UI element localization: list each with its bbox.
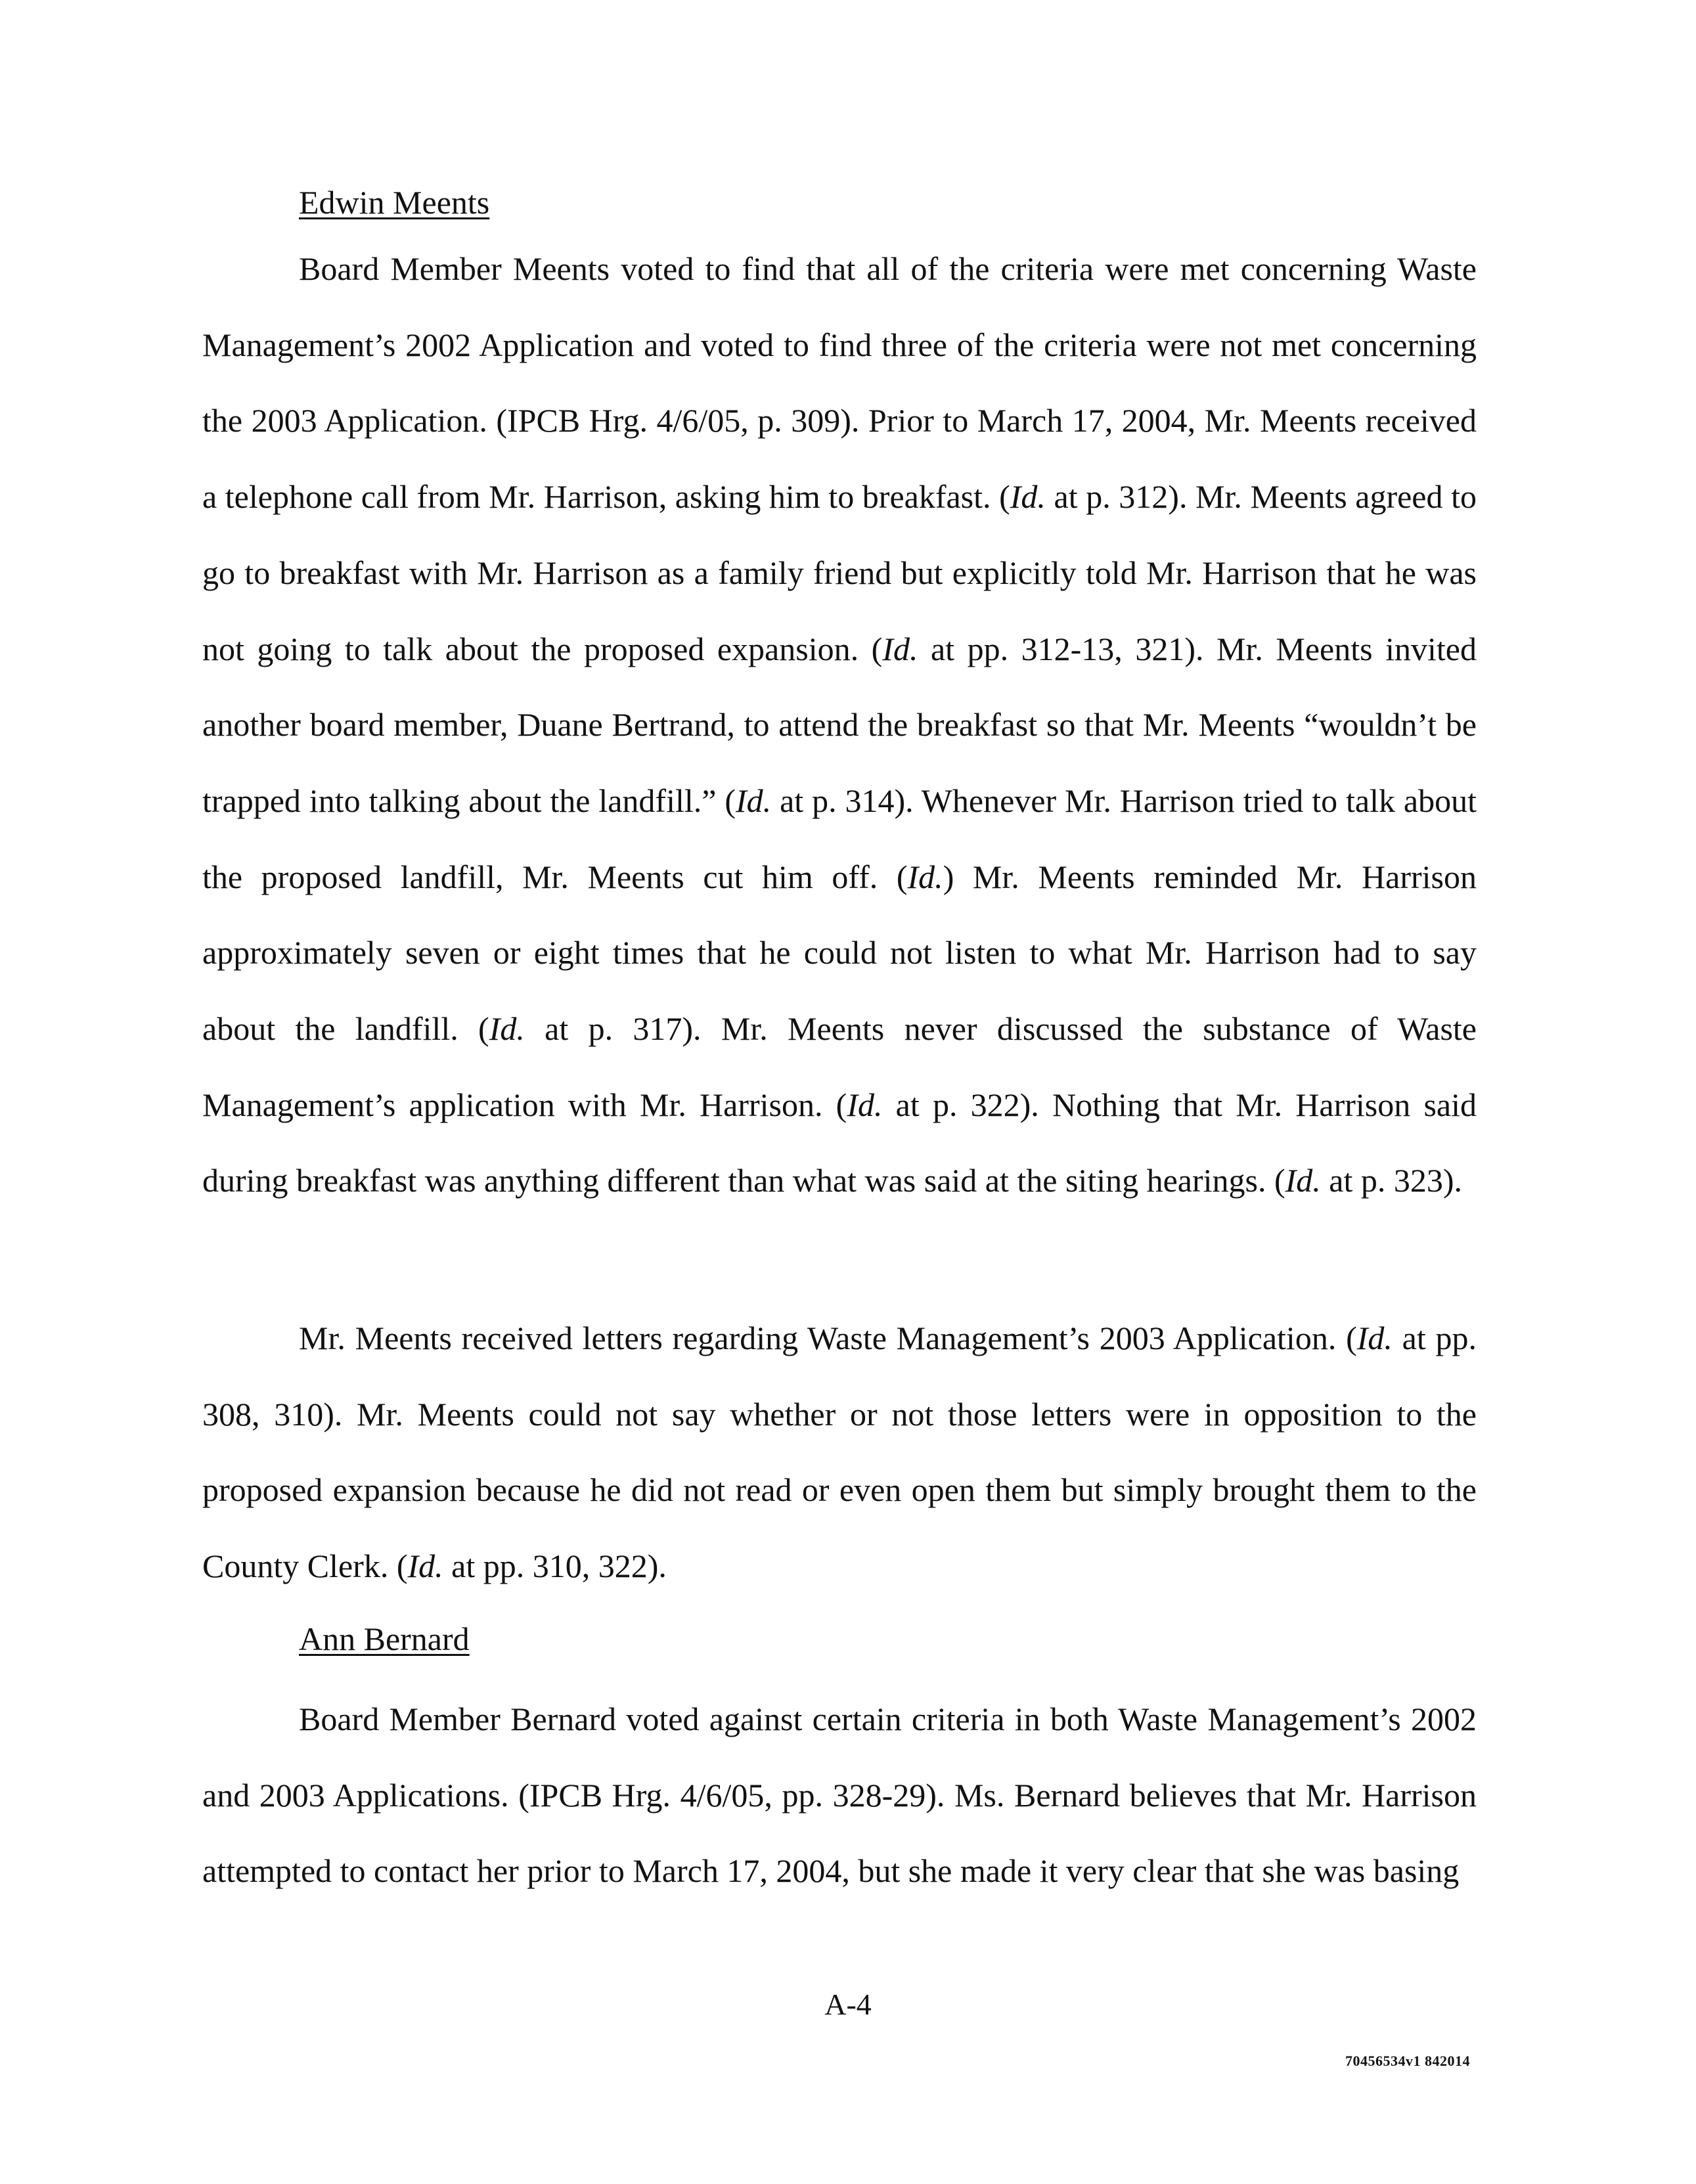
document-id: 70456534v1 842014 bbox=[1345, 2053, 1470, 2069]
section-heading-ann-bernard: Ann Bernard bbox=[299, 1620, 470, 1657]
paragraph-meents-breakfast: Board Member Meents voted to find that all of the criteria were met concerning Waste Management’s 2002 Application and voted to find three of the criteria were not met concerning the 2003 Application. (IPCB Hrg. 4/6/05, p. 309). Prior to March 17, 2004, Mr. Meents received a telephone call from Mr. Harrison, asking him to breakfast. (Id. at p. 312). Mr. Meents agreed to go to breakfast with Mr. Harrison as a family friend but explicitly told Mr. Harrison that he was not going to talk about the proposed expansion. (Id. at pp. 312-13, 321). Mr. Meents invited another board member, Duane Bertrand, to attend the breakfast so that Mr. Meents “wouldn’t be trapped into talking about the landfill.” (Id. at p. 314). Whenever Mr. Harrison tried to talk about the proposed landfill, Mr. Meents cut him off. (Id.) Mr. Meents reminded Mr. Harrison approximately seven or eight times that he could not listen to what Mr. Harrison had to say about the landfill. (Id. at p. 317). Mr. Meents never discussed the substance of Waste Management’s application with Mr. Harrison. (Id. at p. 322). Nothing that Mr. Harrison said during breakfast was anything different than what was said at the siting hearings. (Id. at p. 323). bbox=[202, 250, 1477, 1199]
paragraph-bernard: Board Member Bernard voted against certain criteria in both Waste Management’s 2002 and 2003 Applications. (IPCB Hrg. 4/6/05, pp. 328-29). Ms. Bernard believes that Mr. Harrison attempted to contact her prior to March 17, 2004, but she made it very clear that she was basing bbox=[202, 1701, 1477, 1890]
page-number: A-4 bbox=[824, 1988, 872, 2021]
section-heading-edwin-meents: Edwin Meents bbox=[299, 184, 490, 221]
paragraph-meents-letters: Mr. Meents received letters regarding Waste Management’s 2003 Application. (Id. at pp. 308, 310). Mr. Meents could not say whether or not those letters were in opposition to the proposed expansion because he did not read or even open them but simply brought them to the County Clerk. (Id. at pp. 310, 322). bbox=[202, 1320, 1477, 1585]
